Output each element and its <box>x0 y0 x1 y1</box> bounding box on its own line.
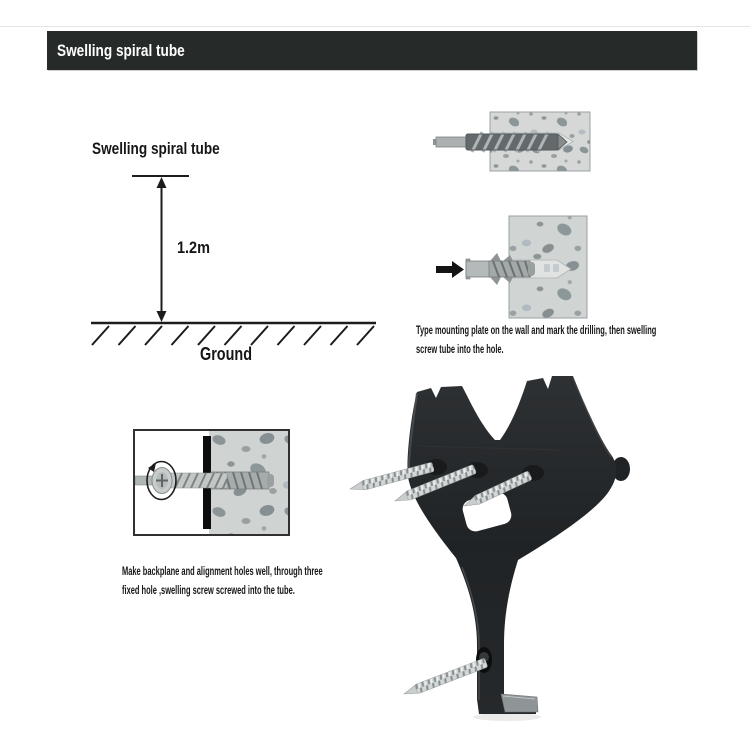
ground-label: Ground <box>200 344 252 364</box>
screw-anchor-illustration <box>133 429 290 536</box>
right-arrow-icon <box>436 261 464 278</box>
hole-marking <box>553 264 559 272</box>
drill-wall-illustration <box>428 106 598 178</box>
caption-line: Make backplane and alignment holes well, through three <box>122 566 323 578</box>
diagram-title: Swelling spiral tube <box>92 139 220 158</box>
step1-caption <box>416 322 750 360</box>
caption-line: Type mounting plate on the wall and mark the drilling, then swelling <box>416 325 657 337</box>
bracket-product-photo <box>340 372 650 724</box>
foot-shadow <box>473 713 541 721</box>
screw-anchor-drawing <box>135 431 288 534</box>
divider-line <box>0 26 750 27</box>
caption-line: fixed hole ,swelling screw screwed into the tube. <box>122 585 295 597</box>
title-banner <box>47 31 697 70</box>
foot-plate <box>501 694 538 712</box>
banner-title: Swelling spiral tube <box>57 40 185 60</box>
double-arrow-icon <box>157 177 167 322</box>
caption-line: screw tube into the hole. <box>416 344 504 356</box>
hole-marking <box>544 264 550 272</box>
distance-label: 1.2m <box>177 238 210 257</box>
bracket-body <box>407 376 616 714</box>
ground-hatching <box>91 323 376 345</box>
height-diagram <box>80 165 390 365</box>
anchor-wall-illustration <box>428 210 598 324</box>
mounting-screw <box>402 658 488 698</box>
drill-bit-icon <box>433 132 567 152</box>
